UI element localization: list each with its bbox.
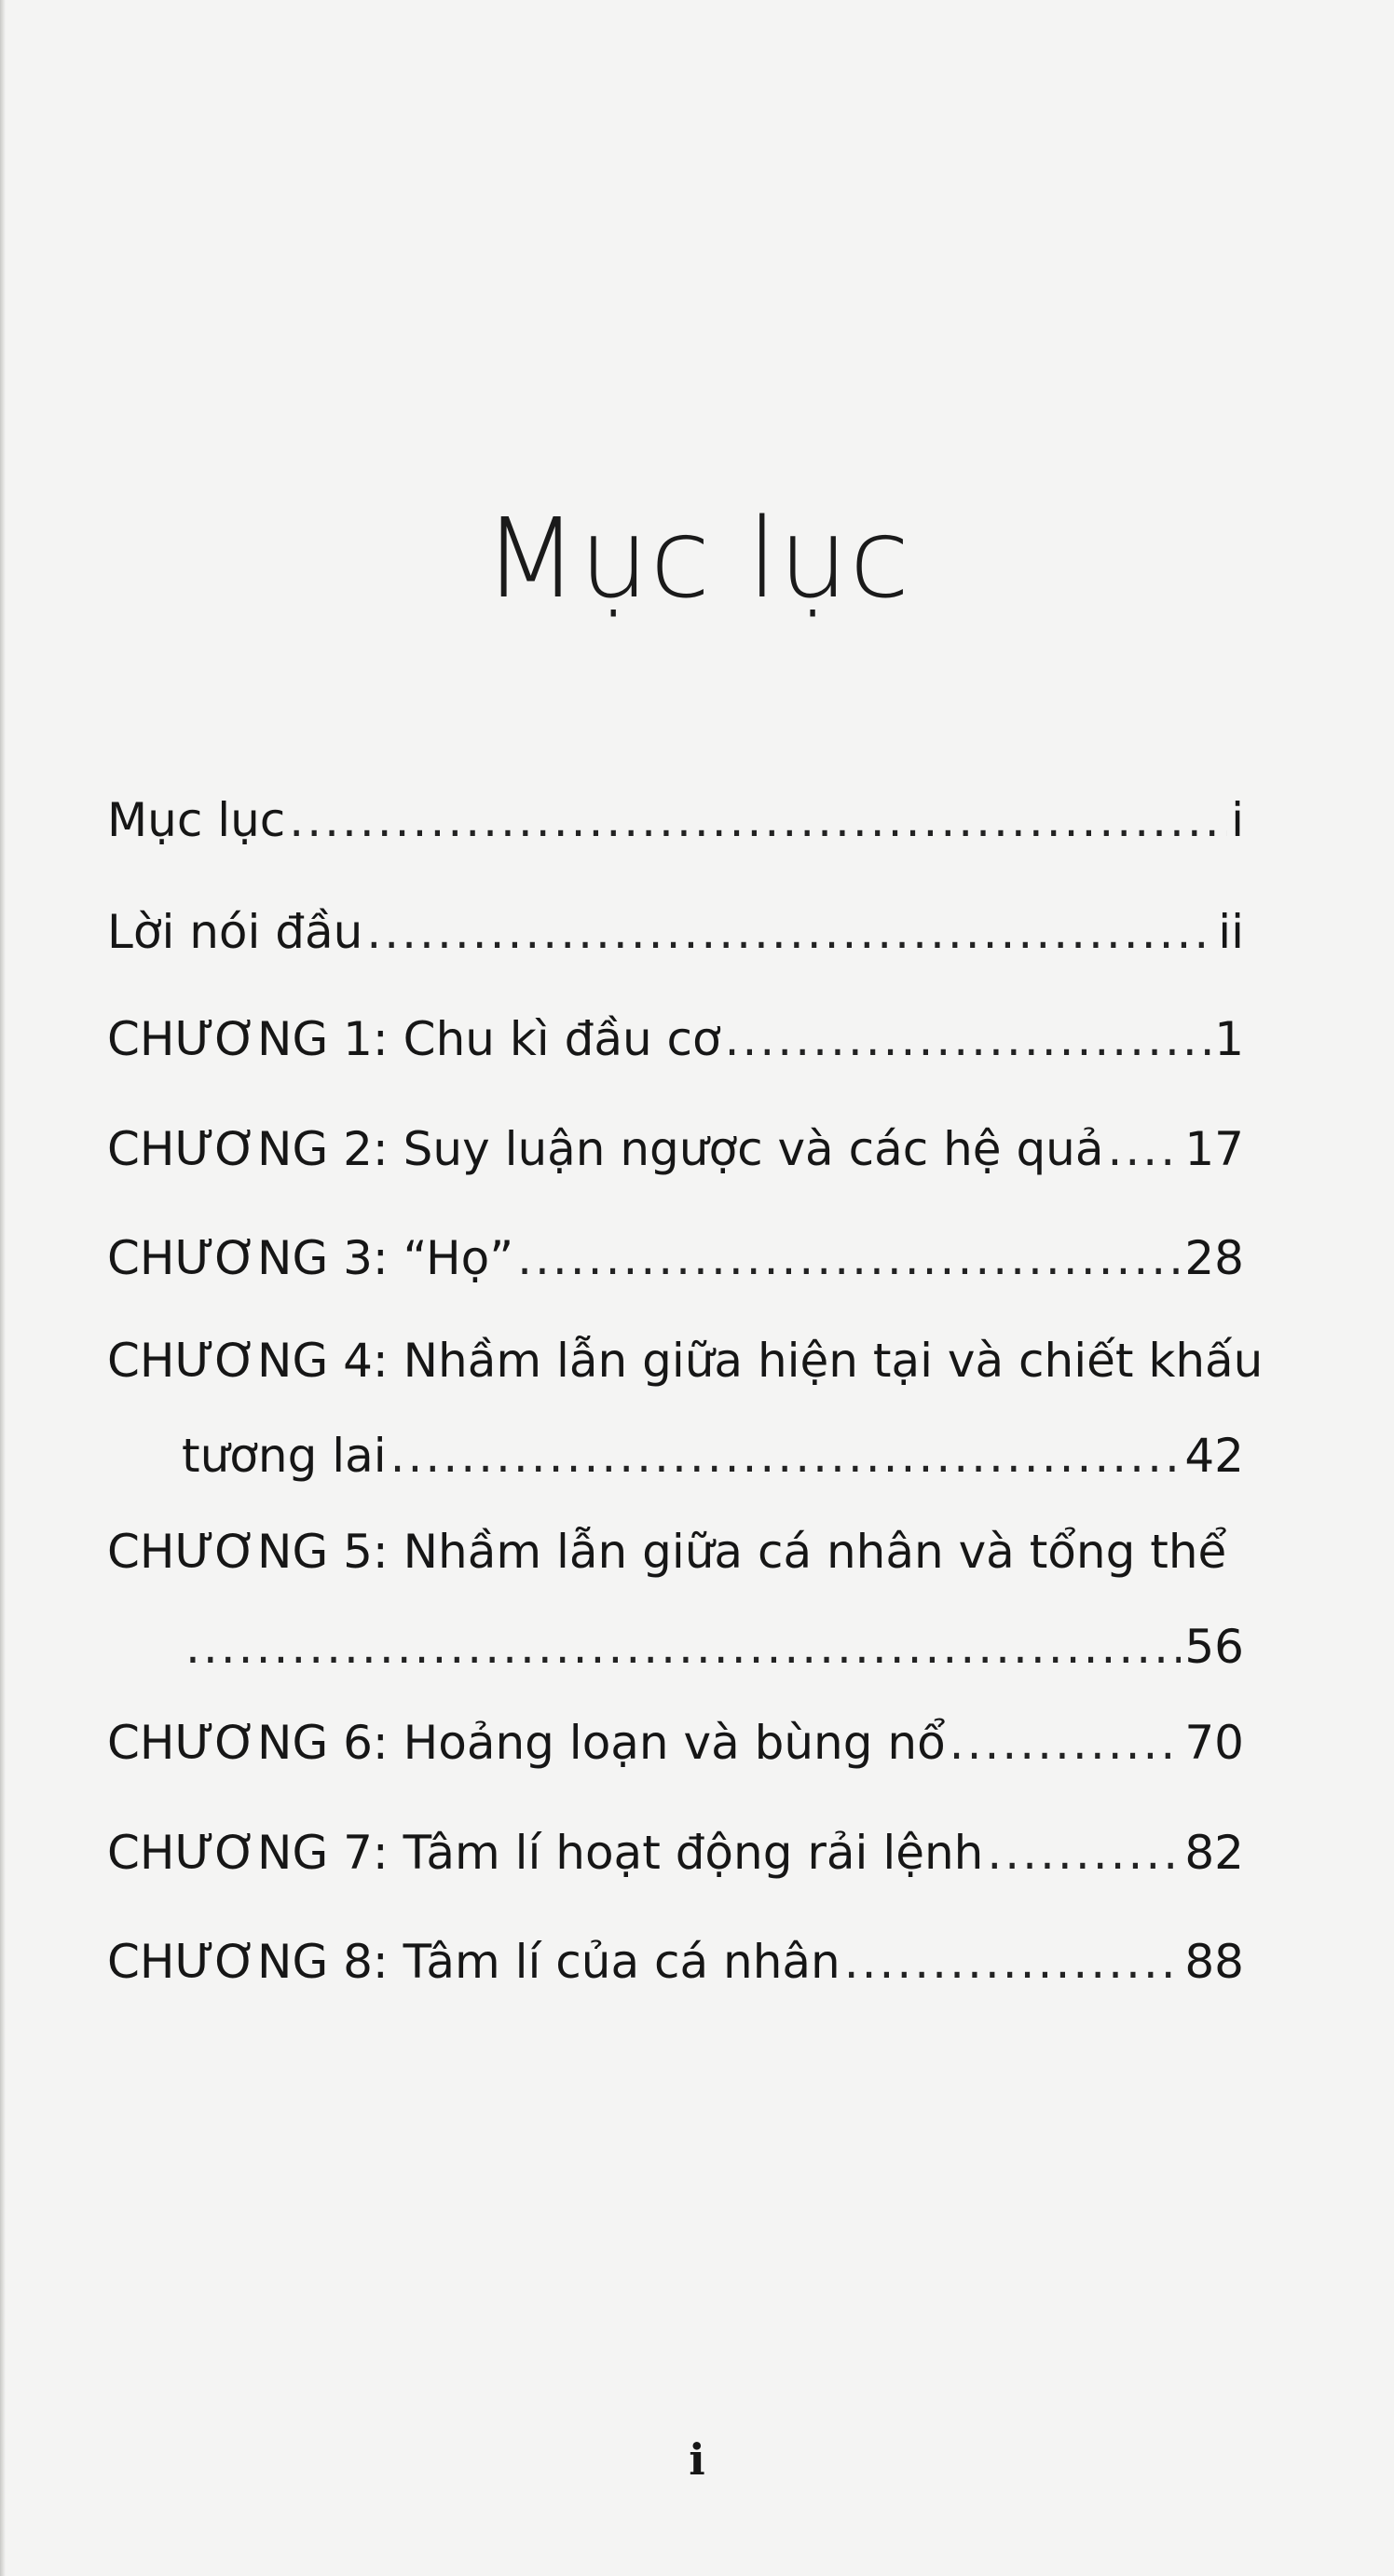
leader-dots (844, 1934, 1182, 1990)
toc-entry-page: 1 (1214, 1012, 1244, 1066)
leader-dots (517, 1230, 1181, 1286)
toc-entry-label: CHƯƠNG 8: Tâm lí của cá nhân (107, 1935, 840, 1989)
toc-entry-page: ii (1218, 905, 1244, 959)
toc-entry-label: CHƯƠNG 4: Nhầm lẫn giữa hiện tại và chiết khấu (107, 1334, 1264, 1388)
toc-entry-label: Lời nói đầu (107, 905, 363, 959)
toc-entry-label: CHƯƠNG 6: Hoảng loạn và bùng nổ (107, 1716, 946, 1770)
toc-entry-label: Mục lục (107, 793, 286, 847)
toc-entry-label-continued: tương lai (182, 1429, 387, 1483)
page-title: Mục lục (483, 494, 911, 623)
toc-entry-label: CHƯƠNG 2: Suy luận ngược và các hệ quả (107, 1122, 1104, 1176)
leader-dots (725, 1011, 1211, 1067)
toc-entry-page: 17 (1184, 1122, 1244, 1176)
leader-dots (289, 792, 1227, 848)
toc-entry-label: CHƯƠNG 7: Tâm lí hoạt động rải lệnh (107, 1826, 984, 1880)
leader-dots (390, 1428, 1182, 1484)
toc-entry (107, 1011, 1244, 1067)
toc-entry-page: 88 (1184, 1935, 1244, 1989)
page-edge-shadow (0, 0, 6, 2576)
toc-entry (107, 792, 1244, 848)
toc-entry-label: CHƯƠNG 5: Nhầm lẫn giữa cá nhân và tổng thể (107, 1525, 1227, 1579)
toc-entry (107, 1333, 1264, 1484)
toc-entry-page: i (1231, 793, 1244, 847)
toc-entry-page: 56 (1184, 1620, 1244, 1674)
toc-entry-label: CHƯƠNG 3: “Họ” (107, 1231, 514, 1285)
toc-entry (107, 1230, 1244, 1286)
leader-dots (950, 1715, 1182, 1771)
toc-entry (107, 1121, 1244, 1177)
toc-entry (107, 1934, 1244, 1990)
toc-entry-page: 28 (1184, 1231, 1244, 1285)
toc-entry-page: 42 (1184, 1429, 1244, 1483)
toc-entry (107, 1825, 1244, 1881)
leader-dots (185, 1619, 1181, 1675)
toc-entry-page: 82 (1184, 1826, 1244, 1880)
toc-entry (107, 904, 1244, 960)
toc-entry-page: 70 (1184, 1716, 1244, 1770)
toc-entry-label: CHƯƠNG 1: Chu kì đầu cơ (107, 1012, 721, 1066)
leader-dots (366, 904, 1214, 960)
page-number: i (689, 2434, 705, 2485)
leader-dots (1108, 1121, 1182, 1177)
leader-dots (987, 1825, 1181, 1881)
toc-entry (107, 1715, 1244, 1771)
toc-entry (107, 1524, 1244, 1675)
